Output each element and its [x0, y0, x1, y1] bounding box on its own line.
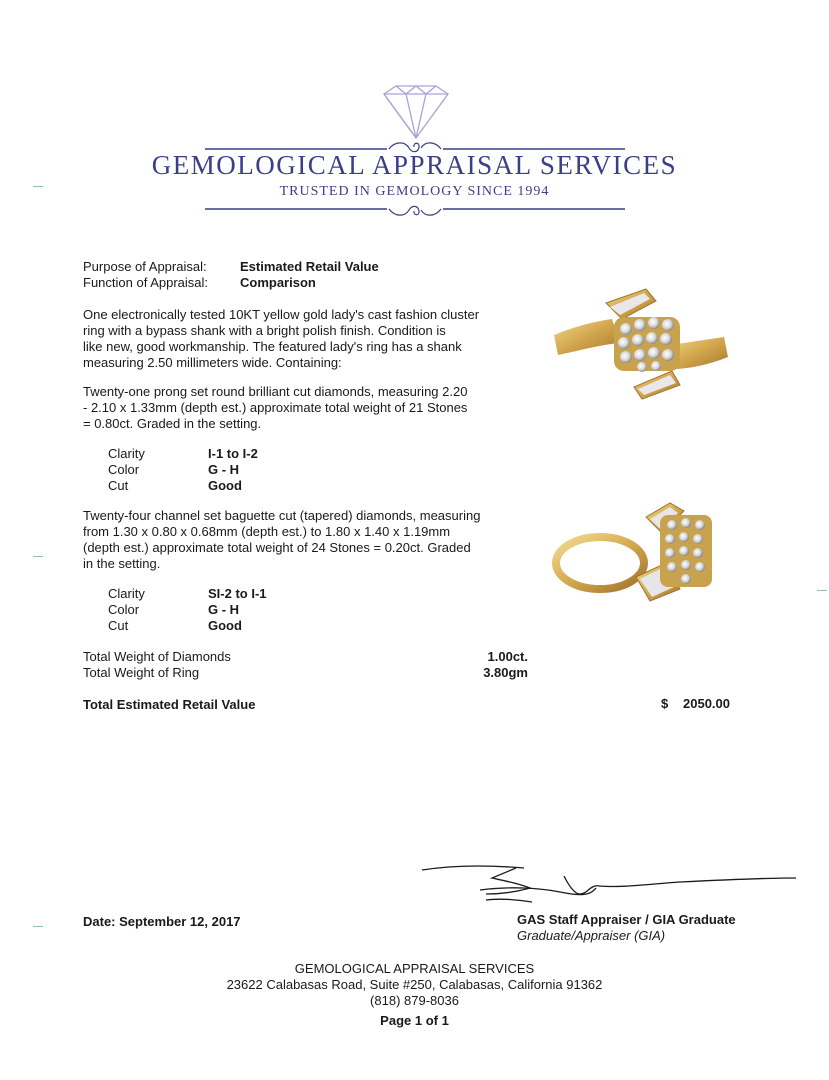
baguette-diamonds-description [83, 508, 523, 572]
total-ring-weight-label: Total Weight of Ring [83, 665, 200, 680]
grade-label: Color [108, 602, 140, 617]
description-line: in the setting. [83, 556, 161, 571]
function-value: Comparison [240, 275, 316, 290]
currency-symbol: $ [661, 696, 669, 711]
description-line: Twenty-one prong set round brilliant cut diamonds, measuring 2.20 [83, 384, 468, 399]
appraiser-subtitle: Graduate/Appraiser (GIA) [517, 928, 666, 943]
grade-label: Clarity [108, 586, 145, 601]
total-retail-value: 2050.00 [683, 696, 730, 711]
appraiser-signature [420, 858, 800, 908]
total-ring-weight-value: 3.80gm [483, 665, 528, 680]
function-label: Function of Appraisal: [83, 275, 209, 290]
grade-label: Cut [108, 478, 129, 493]
appraisal-date: Date: September 12, 2017 [83, 914, 241, 929]
total-diamond-weight-label: Total Weight of Diamonds [83, 649, 231, 664]
footer-phone: (818) 879-8036 [370, 993, 459, 1008]
ornament-divider-bottom [205, 203, 625, 219]
ring-photo-side-view [550, 493, 720, 613]
margin-mark [33, 556, 43, 557]
footer-company: GEMOLOGICAL APPRAISAL SERVICES [294, 961, 535, 976]
grade-value: Good [208, 478, 242, 493]
description-line: = 0.80ct. Graded in the setting. [83, 416, 262, 431]
grade-value: SI-2 to I-1 [208, 586, 267, 601]
grade-label: Clarity [108, 446, 145, 461]
description-line: measuring 2.50 millimeters wide. Containing: [83, 355, 342, 370]
grade-value: G - H [208, 602, 240, 617]
margin-mark [817, 590, 827, 591]
grade-label: Color [108, 462, 140, 477]
grade-value: G - H [208, 462, 240, 477]
description-line: like new, good workmanship. The featured lady's ring has a shank [83, 339, 462, 354]
grade-value: Good [208, 618, 242, 633]
footer-address: 23622 Calabasas Road, Suite #250, Calabasas, California 91362 [226, 977, 603, 992]
appraiser-title: GAS Staff Appraiser / GIA Graduate [517, 912, 736, 927]
ring-photo-top-view [548, 283, 734, 403]
total-diamond-weight-value: 1.00ct. [487, 649, 528, 664]
margin-mark [33, 926, 43, 927]
company-tagline: TRUSTED IN GEMOLOGY SINCE 1994 [279, 184, 550, 199]
page-number: Page 1 of 1 [380, 1013, 449, 1028]
purpose-value: Estimated Retail Value [240, 259, 379, 274]
description-line: (depth est.) approximate total weight of 24 Stones = 0.20ct. Graded [83, 540, 471, 555]
description-line: - 2.10 x 1.33mm (depth est.) approximate total weight of 21 Stones [83, 400, 468, 415]
purpose-label: Purpose of Appraisal: [83, 259, 207, 274]
round-diamonds-description [83, 384, 513, 432]
grade-label: Cut [108, 618, 129, 633]
description-line: Twenty-four channel set baguette cut (tapered) diamonds, measuring [83, 508, 481, 523]
description-line: One electronically tested 10KT yellow gold lady's cast fashion cluster [83, 307, 480, 322]
total-retail-value-label: Total Estimated Retail Value [83, 697, 256, 712]
diamond-icon [370, 82, 462, 142]
description-line: from 1.30 x 0.80 x 0.68mm (depth est.) to 1.80 x 1.40 x 1.19mm [83, 524, 451, 539]
item-description [83, 307, 513, 371]
description-line: ring with a bypass shank with a bright polish finish. Condition is [83, 323, 446, 338]
company-name: GEMOLOGICAL APPRAISAL SERVICES [151, 150, 678, 180]
grade-value: I-1 to I-2 [208, 446, 258, 461]
